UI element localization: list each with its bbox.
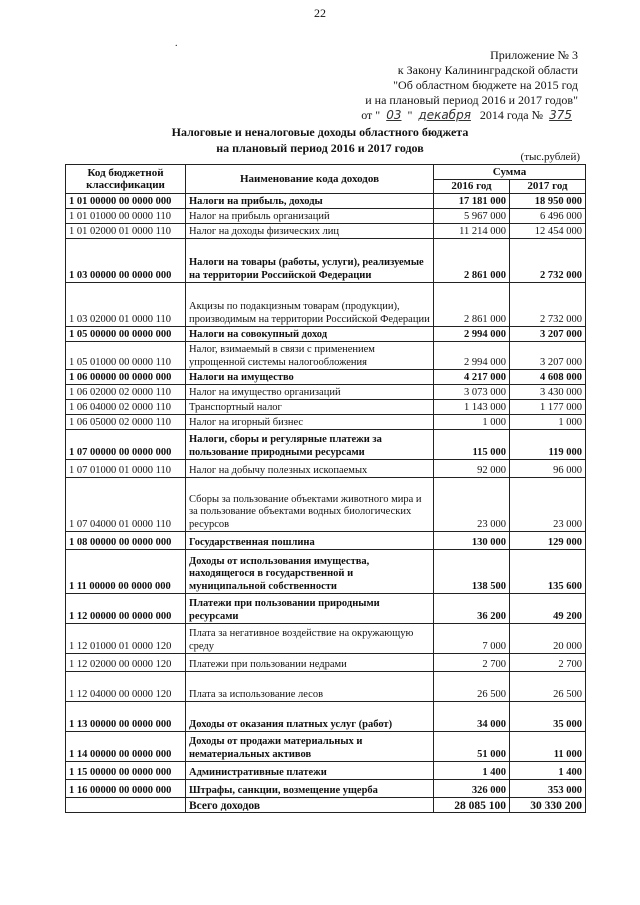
name-cell: Государственная пошлина xyxy=(186,532,434,550)
value-2016-cell: 36 200 xyxy=(434,594,510,624)
value-2016-cell: 2 861 000 xyxy=(434,239,510,283)
code-cell: 1 01 00000 00 0000 000 xyxy=(66,194,186,209)
value-2016-cell: 2 994 000 xyxy=(434,342,510,370)
name-cell: Налог на игорный бизнес xyxy=(186,415,434,430)
name-cell: Налог, взимаемый в связи с применением упрощенной системы налогообложения xyxy=(186,342,434,370)
value-2016-cell: 130 000 xyxy=(434,532,510,550)
unit-label: (тыс.рублей) xyxy=(520,151,580,163)
value-2017-cell: 1 400 xyxy=(510,762,586,780)
date-month: декабря xyxy=(418,108,471,122)
date-prefix: от " xyxy=(361,108,381,122)
code-cell: 1 08 00000 00 0000 000 xyxy=(66,532,186,550)
code-cell: 1 01 01000 00 0000 110 xyxy=(66,209,186,224)
code-cell: 1 06 05000 02 0000 110 xyxy=(66,415,186,430)
appendix-line-4: и на плановый период 2016 и 2017 годов" xyxy=(365,93,578,107)
code-cell: 1 07 04000 01 0000 110 xyxy=(66,478,186,532)
value-2017-cell: 4 608 000 xyxy=(510,370,586,385)
law-number: 375 xyxy=(549,108,572,122)
value-2017-cell: 1 000 xyxy=(510,415,586,430)
value-2017-cell: 1 177 000 xyxy=(510,400,586,415)
code-cell: 1 14 00000 00 0000 000 xyxy=(66,732,186,762)
value-2016-cell: 23 000 xyxy=(434,478,510,532)
value-2017-cell: 353 000 xyxy=(510,780,586,798)
header-name: Наименование кода доходов xyxy=(186,165,434,194)
appendix-line-1: Приложение № 3 xyxy=(490,48,578,62)
code-cell: 1 07 00000 00 0000 000 xyxy=(66,430,186,460)
value-2017-cell: 3 430 000 xyxy=(510,385,586,400)
value-2017-cell: 18 950 000 xyxy=(510,194,586,209)
appendix-line-3: "Об областном бюджете на 2015 год xyxy=(393,78,578,92)
value-2016-cell: 326 000 xyxy=(434,780,510,798)
date-year: 2014 года № xyxy=(479,108,544,122)
table-row xyxy=(66,224,586,239)
total-label: Всего доходов xyxy=(186,798,434,813)
header-sum: Сумма xyxy=(434,165,586,180)
code-cell: 1 12 01000 01 0000 120 xyxy=(66,624,186,654)
value-2016-cell: 115 000 xyxy=(434,430,510,460)
name-cell: Налоги на совокупный доход xyxy=(186,327,434,342)
value-2017-cell: 129 000 xyxy=(510,532,586,550)
value-2016-cell: 92 000 xyxy=(434,460,510,478)
value-2016-cell: 138 500 xyxy=(434,550,510,594)
table-row xyxy=(66,415,586,430)
table-row xyxy=(66,478,586,532)
value-2017-cell: 35 000 xyxy=(510,702,586,732)
name-cell: Налог на имущество организаций xyxy=(186,385,434,400)
title-line-1: Налоговые и неналоговые доходы областного бюджета xyxy=(171,125,469,139)
table-row xyxy=(66,283,586,327)
value-2017-cell: 49 200 xyxy=(510,594,586,624)
value-2016-cell: 17 181 000 xyxy=(434,194,510,209)
appendix-block xyxy=(361,48,578,123)
value-2016-cell: 1 143 000 xyxy=(434,400,510,415)
value-2017-cell: 23 000 xyxy=(510,478,586,532)
value-2017-cell: 2 732 000 xyxy=(510,283,586,327)
revenue-table xyxy=(65,164,586,813)
name-cell: Налоги на имущество xyxy=(186,370,434,385)
header-code: Код бюджетной классификации xyxy=(66,165,186,194)
value-2017-cell: 2 732 000 xyxy=(510,239,586,283)
title-line-2: на плановый период 2016 и 2017 годов xyxy=(216,141,424,155)
name-cell: Платежи при пользовании недрами xyxy=(186,654,434,672)
code-cell: 1 16 00000 00 0000 000 xyxy=(66,780,186,798)
value-2017-cell: 12 454 000 xyxy=(510,224,586,239)
value-2017-cell: 26 500 xyxy=(510,672,586,702)
value-2016-cell: 4 217 000 xyxy=(434,370,510,385)
table-row xyxy=(66,385,586,400)
value-2017-cell: 135 600 xyxy=(510,550,586,594)
table-body xyxy=(66,194,586,798)
name-cell: Налоги на товары (работы, услуги), реализуемые на территории Российской Федерации xyxy=(186,239,434,283)
name-cell: Плата за использование лесов xyxy=(186,672,434,702)
value-2017-cell: 11 000 xyxy=(510,732,586,762)
date-day: 03 xyxy=(386,108,402,122)
table-row xyxy=(66,370,586,385)
table-row xyxy=(66,342,586,370)
name-cell: Штрафы, санкции, возмещение ущерба xyxy=(186,780,434,798)
page-number: 22 xyxy=(314,6,326,20)
code-cell: 1 01 02000 01 0000 110 xyxy=(66,224,186,239)
value-2016-cell: 26 500 xyxy=(434,672,510,702)
name-cell: Налог на добычу полезных ископаемых xyxy=(186,460,434,478)
value-2016-cell: 7 000 xyxy=(434,624,510,654)
name-cell: Налоги на прибыль, доходы xyxy=(186,194,434,209)
value-2016-cell: 3 073 000 xyxy=(434,385,510,400)
table-row xyxy=(66,732,586,762)
value-2017-cell: 3 207 000 xyxy=(510,327,586,342)
code-cell: 1 12 04000 00 0000 120 xyxy=(66,672,186,702)
code-cell: 1 12 02000 00 0000 120 xyxy=(66,654,186,672)
table-row xyxy=(66,624,586,654)
value-2016-cell: 51 000 xyxy=(434,732,510,762)
name-cell: Транспортный налог xyxy=(186,400,434,415)
name-cell: Доходы от использования имущества, находящегося в государственной и муниципальной собственности xyxy=(186,550,434,594)
name-cell: Доходы от продажи материальных и нематериальных активов xyxy=(186,732,434,762)
code-cell: 1 13 00000 00 0000 000 xyxy=(66,702,186,732)
name-cell: Сборы за пользование объектами животного мира и за пользование объектами водных биологических ресурсов xyxy=(186,478,434,532)
table-row xyxy=(66,780,586,798)
code-cell: 1 05 00000 00 0000 000 xyxy=(66,327,186,342)
table-row xyxy=(66,327,586,342)
date-mid: " xyxy=(407,108,413,122)
value-2017-cell: 6 496 000 xyxy=(510,209,586,224)
code-cell: 1 03 00000 00 0000 000 xyxy=(66,239,186,283)
total-code-cell xyxy=(66,798,186,813)
code-cell: 1 11 00000 00 0000 000 xyxy=(66,550,186,594)
name-cell: Плата за негативное воздействие на окружающую среду xyxy=(186,624,434,654)
name-cell: Платежи при пользовании природными ресурсами xyxy=(186,594,434,624)
code-cell: 1 15 00000 00 0000 000 xyxy=(66,762,186,780)
value-2017-cell: 20 000 xyxy=(510,624,586,654)
name-cell: Административные платежи xyxy=(186,762,434,780)
value-2017-cell: 3 207 000 xyxy=(510,342,586,370)
table-row xyxy=(66,194,586,209)
table-row xyxy=(66,672,586,702)
value-2016-cell: 34 000 xyxy=(434,702,510,732)
value-2016-cell: 2 994 000 xyxy=(434,327,510,342)
table-row xyxy=(66,702,586,732)
appendix-date-line xyxy=(361,108,578,123)
code-cell: 1 06 04000 02 0000 110 xyxy=(66,400,186,415)
value-2017-cell: 2 700 xyxy=(510,654,586,672)
table-row xyxy=(66,594,586,624)
table-row xyxy=(66,460,586,478)
name-cell: Налог на прибыль организаций xyxy=(186,209,434,224)
code-cell: 1 06 00000 00 0000 000 xyxy=(66,370,186,385)
table-row xyxy=(66,400,586,415)
code-cell: 1 05 01000 00 0000 110 xyxy=(66,342,186,370)
name-cell: Доходы от оказания платных услуг (работ) xyxy=(186,702,434,732)
appendix-line-2: к Закону Калининградской области xyxy=(397,63,578,77)
name-cell: Налог на доходы физических лиц xyxy=(186,224,434,239)
table-row xyxy=(66,654,586,672)
value-2016-cell: 2 861 000 xyxy=(434,283,510,327)
header-year-2017: 2017 год xyxy=(510,180,586,194)
value-2016-cell: 1 000 xyxy=(434,415,510,430)
table-row xyxy=(66,550,586,594)
code-cell: 1 03 02000 01 0000 110 xyxy=(66,283,186,327)
code-cell: 1 06 02000 02 0000 110 xyxy=(66,385,186,400)
header-year-2016: 2016 год xyxy=(434,180,510,194)
total-2016: 28 085 100 xyxy=(434,798,510,813)
table-row xyxy=(66,209,586,224)
name-cell: Акцизы по подакцизным товарам (продукции), производимым на территории Российской Федерации xyxy=(186,283,434,327)
value-2016-cell: 11 214 000 xyxy=(434,224,510,239)
code-cell: 1 12 00000 00 0000 000 xyxy=(66,594,186,624)
table-row xyxy=(66,239,586,283)
value-2016-cell: 2 700 xyxy=(434,654,510,672)
value-2017-cell: 119 000 xyxy=(510,430,586,460)
value-2016-cell: 1 400 xyxy=(434,762,510,780)
total-2017: 30 330 200 xyxy=(510,798,586,813)
name-cell: Налоги, сборы и регулярные платежи за пользование природными ресурсами xyxy=(186,430,434,460)
table-row xyxy=(66,762,586,780)
total-row xyxy=(66,798,586,813)
table-row xyxy=(66,430,586,460)
table-row xyxy=(66,532,586,550)
stray-mark: . xyxy=(175,38,178,49)
value-2017-cell: 96 000 xyxy=(510,460,586,478)
value-2016-cell: 5 967 000 xyxy=(434,209,510,224)
code-cell: 1 07 01000 01 0000 110 xyxy=(66,460,186,478)
